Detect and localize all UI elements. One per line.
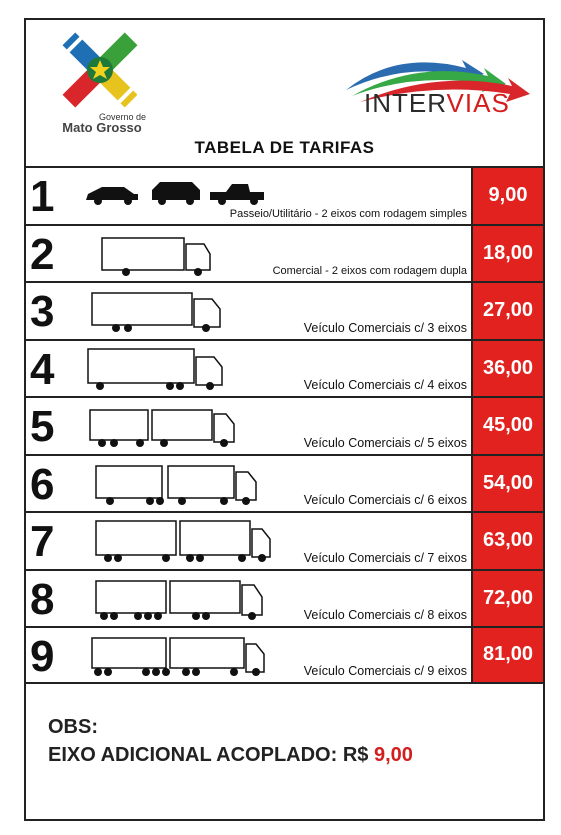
tariff-row bbox=[26, 569, 543, 627]
category-description: Veículo Comerciais c/ 6 eixos bbox=[303, 493, 467, 507]
truck-icon bbox=[66, 345, 276, 393]
gov-label-small: Governo de bbox=[98, 112, 146, 122]
tariff-row bbox=[26, 454, 543, 512]
brand-vias: VIAS bbox=[446, 88, 510, 118]
category-description: Veículo Comerciais c/ 3 eixos bbox=[303, 320, 467, 335]
category-price: 9,00 bbox=[471, 168, 543, 224]
truck-icon bbox=[66, 517, 276, 565]
gov-label-big: Mato Grosso bbox=[62, 120, 142, 135]
category-description: Passeio/Utilitário - 2 eixos com rodagem simples bbox=[229, 207, 467, 220]
category-number: 7 bbox=[30, 517, 55, 566]
truck-icon bbox=[66, 402, 276, 450]
extra-axle-note bbox=[48, 744, 413, 767]
tariff-row bbox=[26, 626, 543, 684]
tariff-row bbox=[26, 339, 543, 397]
category-price: 36,00 bbox=[471, 341, 543, 397]
header bbox=[26, 20, 543, 164]
category-price: 54,00 bbox=[471, 456, 543, 512]
tariff-row bbox=[26, 281, 543, 339]
truck-icon bbox=[66, 575, 276, 623]
category-description: Veículo Comerciais c/ 5 eixos bbox=[303, 435, 467, 450]
truck-icon bbox=[66, 460, 276, 508]
category-description: Veículo Comerciais c/ 4 eixos bbox=[303, 378, 467, 392]
category-price: 72,00 bbox=[471, 571, 543, 627]
tariff-row bbox=[26, 511, 543, 569]
category-price: 63,00 bbox=[471, 513, 543, 569]
category-price: 18,00 bbox=[471, 226, 543, 282]
tariff-board bbox=[24, 18, 545, 821]
category-description: Comercial - 2 eixos com rodagem dupla bbox=[272, 265, 467, 277]
mato-grosso-logo-icon bbox=[50, 28, 150, 112]
category-number: 1 bbox=[30, 172, 55, 221]
tariff-row bbox=[26, 166, 543, 224]
category-price: 27,00 bbox=[471, 283, 543, 339]
brand-inter: INTER bbox=[364, 88, 447, 118]
extra-axle-label: EIXO ADICIONAL ACOPLADO: R$ bbox=[48, 744, 369, 766]
category-number: 6 bbox=[30, 459, 55, 509]
category-price: 81,00 bbox=[471, 628, 543, 682]
category-number: 4 bbox=[30, 344, 55, 394]
category-number: 8 bbox=[30, 574, 55, 624]
tariff-row bbox=[26, 396, 543, 454]
category-description: Veículo Comerciais c/ 7 eixos bbox=[303, 550, 467, 565]
category-description: Veículo Comerciais c/ 9 eixos bbox=[303, 663, 467, 678]
tariff-rows bbox=[26, 166, 543, 684]
category-number: 9 bbox=[30, 632, 55, 681]
obs-label: OBS: bbox=[48, 716, 98, 738]
truck-icon bbox=[66, 230, 276, 278]
truck-icon bbox=[66, 287, 276, 335]
extra-axle-value: 9,00 bbox=[373, 744, 413, 766]
category-description: Veículo Comerciais c/ 8 eixos bbox=[303, 608, 467, 622]
table-title: TABELA DE TARIFAS bbox=[194, 138, 375, 157]
category-price: 45,00 bbox=[471, 398, 543, 454]
category-number: 2 bbox=[30, 229, 55, 279]
truck-icon bbox=[66, 632, 276, 680]
category-number: 3 bbox=[30, 287, 55, 336]
intervias-brand bbox=[364, 88, 510, 119]
category-number: 5 bbox=[30, 402, 55, 451]
tariff-row bbox=[26, 224, 543, 282]
